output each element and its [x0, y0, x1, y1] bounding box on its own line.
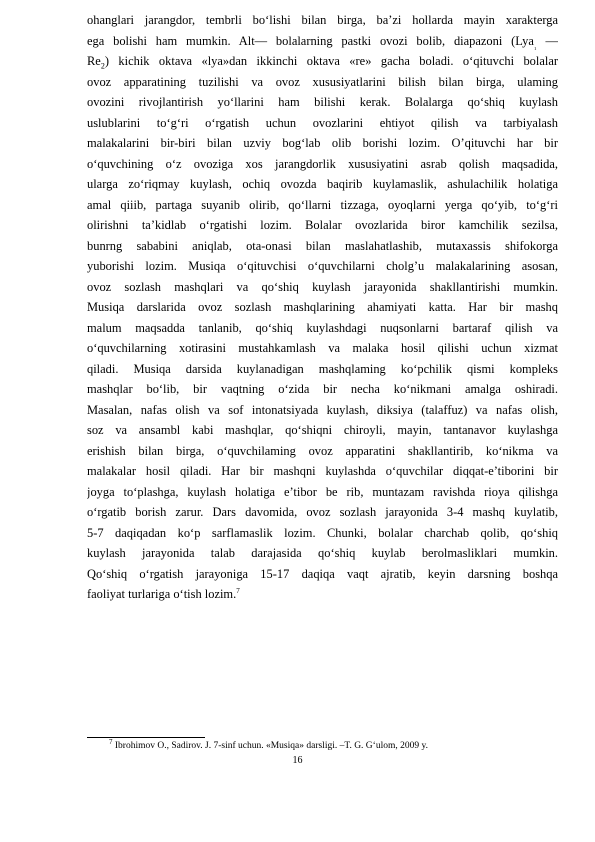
body-line: ovozini rivojlantirish yo‘llarini ham bilishi kerak. Bolalarga qo‘shiq kuylash — [87, 95, 558, 109]
body-line: joyga to‘plashga, kuylash holatiga e’tibor be rib, muntazam ravishda rioya qilishga — [87, 484, 558, 499]
body-line: Musiqa darslarida ovoz sozlash mashqlarining ahamiyati katta. Har bir mashq — [87, 300, 558, 314]
body-line-text: ega bolishi ham mumkin. Alt— bolalarning pastki ovozi bolib, diapazoni (Lya — [87, 33, 534, 48]
body-line: ovoz sozlash mashqlari va qo‘shiq kuylash jarayonida shakllantirishi mumkin. — [87, 279, 558, 294]
footnote-text: Ibrohimov O., Sadirov. J. 7-sinf uchun. «Musiqa» darsligi. –T. G. G‘ulom, 2009 y. — [114, 741, 428, 751]
body-line: yuborishi lozim. Musiqa o‘qituvchisi o‘quvchilarni cholg’u malakalarining asosan, — [87, 259, 558, 273]
body-line-tail: ) kichik oktava «lya»dan ikkinchi oktava «re» gacha boladi. o‘qituvchi bolalar — [104, 54, 558, 68]
subscript: 2 — [100, 61, 105, 71]
footnote-marker: 7 — [109, 737, 113, 746]
subscript: ₁ — [533, 40, 537, 50]
body-line: malum maqsadda tanlanib, qo‘shiq kuylashdagi nuqsonlarni bartaraf qilish va — [87, 320, 558, 335]
body-line: o‘quvchining o‘z ovoziga xos jarangdorlik xususiyatini asrab qolish maqsadida, — [87, 156, 558, 171]
body-line: qiladi. Musiqa darsida kuylanadigan mashqlaming ko‘pchilik qismi kompleks — [87, 361, 558, 376]
body-line: uslublarini to‘g‘ri o‘rgatish uchun ovozlarini ehtiyot qilish va tarbiyalash — [87, 115, 558, 130]
body-line: amal qiiib, partaga suyanib olirib, qo‘llarni tizzaga, oyoqlarni yerga qo‘yib, to‘g‘ri — [87, 197, 558, 212]
body-line: Masalan, nafas olish va sof intonatsiyada kuylash, diksiya (talaffuz) va nafas olish, — [87, 402, 558, 417]
body-line: soz va ansambl kabi mashqlar, qo‘shiqni chiroyli, mayin, tantanavor kuylashga — [87, 423, 558, 437]
body-line-tail: — — [536, 33, 558, 48]
body-line: mashqlar bo‘lib, bir vaqtning o‘zida bir necha ko‘nikmani amalga oshiradi. — [87, 382, 558, 396]
body-line: o‘quvchilarning xotirasini mustahkamlash va malaka hosil qilishi uchun xizmat — [87, 341, 558, 355]
body-line: malakalarini bir-biri bilan uzviy bog‘lab olib borishi lozim. O’qituvchi har bir — [87, 136, 558, 150]
body-line-text: Re — [87, 54, 101, 68]
body-line: 5-7 daqiqadan ko‘p sarflamaslik lozim. Chunki, bolalar charchab qolib, qo‘shiq — [87, 525, 558, 540]
body-line: bunrng sababini aniqlab, ota-onasi bilan maslahatlashib, mutaxassis shifokorga — [87, 238, 558, 253]
body-line-text: faoliyat turlariga o‘tish lozim. — [87, 587, 237, 601]
body-line: ovoz apparatining tuzilishi va ovoz xususiyatlarini bilish bilan birga, ulaming — [87, 74, 558, 89]
body-line: erishish bilan birga, o‘quvchilaming ovoz apparatini shakllantirib, ko‘nikma va — [87, 443, 558, 458]
body-line: malakalar hosil qiladi. Har bir mashqni kuylashda o‘quvchilar diqqat-e’tiborini bir — [87, 464, 558, 478]
body-line-last — [87, 584, 558, 605]
body-line — [87, 51, 558, 72]
body-line — [87, 31, 558, 52]
body-line: Qo‘shiq o‘rgatish jarayoniga 15-17 daqiqa vaqt ajratib, keyin darsning boshqa — [87, 566, 558, 581]
body-line: o‘rgatib borish zarur. Dars davomida, ovoz sozlash jarayonida 3-4 mashq kuylatib, — [87, 505, 558, 519]
body-line: ohanglari jarangdor, tembrli bo‘lishi bilan birga, ba’zi hollarda mayin xarakterga — [87, 13, 558, 27]
footnote-reference: 7 — [236, 586, 240, 595]
footnote — [87, 737, 558, 751]
page-number: 16 — [292, 755, 303, 766]
footnote-divider — [87, 737, 205, 738]
body-line: olirishni ta’kidlab o‘rgatishi lozim. Bolalar ovozlarida biror kamchilik sezilsa, — [87, 218, 558, 232]
body-line: ularga zo‘riqmay kuylash, ochiq ovozda baqirib kuylamaslik, ashulachilik holatiga — [87, 177, 558, 191]
body-line: kuylash jarayonida talab darajasida qo‘shiq kuylab berolmasliklari mumkin. — [87, 546, 558, 560]
page-body — [87, 10, 558, 605]
